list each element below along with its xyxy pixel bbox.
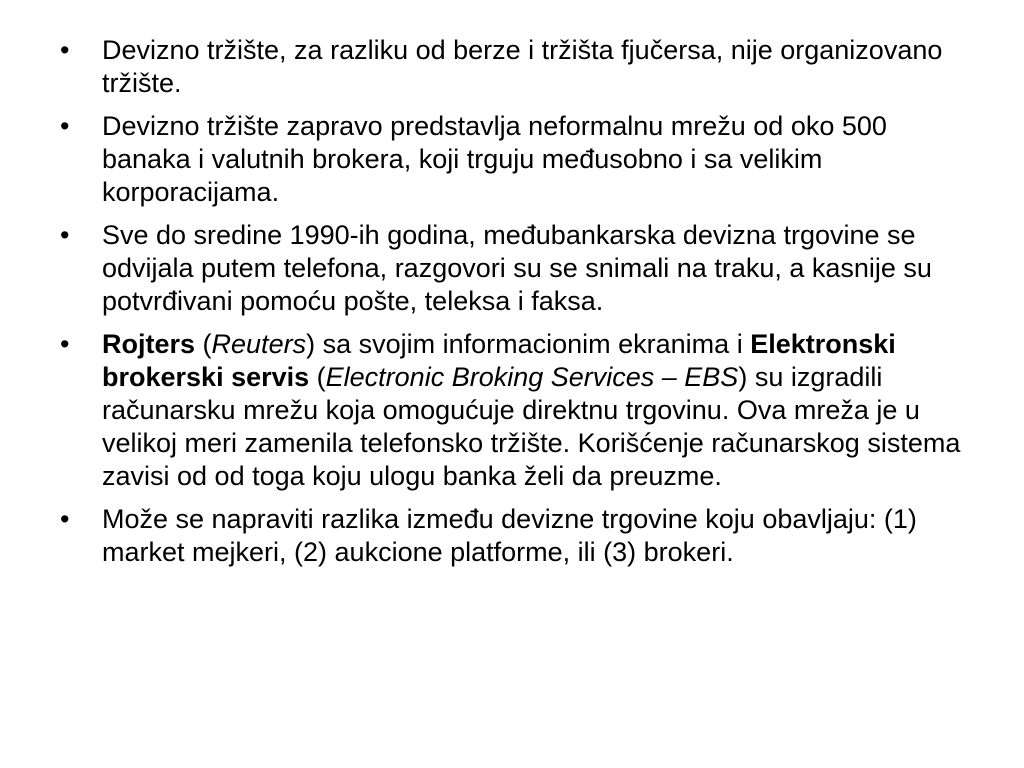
bullet-list (60, 34, 965, 579)
bullet-item-1 (60, 34, 965, 100)
ebs-bold: Elektronski brokerski servis (102, 329, 896, 392)
bullet-item-2 (60, 110, 965, 209)
bullet-item-4 (60, 328, 965, 493)
bullet-text: Devizno tržište, za razliku od berze i tržišta fjučersa, nije organizovano tržište. (102, 35, 943, 98)
text-segment: ) su izgradili računarsku mrežu koja omogućuje direktnu trgovinu. Ova mreža je u velikoj meri zamenila telefonsko tržište. Korišćenje računarskog sistema zavisi od od toga koju ulogu banka želi da preuzme. (102, 362, 961, 491)
text-segment: ( (195, 329, 212, 359)
text-segment: ) sa svojim informacionim ekranima i (306, 329, 751, 359)
bullet-icon: • (60, 111, 70, 141)
bullet-text: Može se napraviti razlika između devizne trgovine koju obavljaju: (1) market mejkeri, (2) aukcione platforme, ili (3) brokeri. (102, 504, 917, 567)
bullet-text: Sve do sredine 1990-ih godina, međubankarska devizna trgovine se odvijala putem telefona, razgovori su se snimali na traku, a kasnije su potvrđivani pomoću pošte, teleksa i faksa. (102, 220, 932, 316)
reuters-italic: Reuters (211, 329, 307, 359)
bullet-icon: • (60, 504, 70, 534)
bullet-text: Devizno tržište zapravo predstavlja neformalnu mrežu od oko 500 banaka i valutnih brokera, koji trguju međusobno i sa velikim korporacijama. (102, 111, 887, 207)
text-segment: ( (309, 362, 326, 392)
bullet-icon: • (60, 35, 70, 65)
bullet-item-5 (60, 503, 965, 569)
bullet-text (102, 329, 960, 491)
rojters-bold: Rojters (102, 329, 196, 359)
ebs-italic: Electronic Broking Services – EBS (325, 362, 739, 392)
bullet-item-3 (60, 219, 965, 318)
bullet-icon: • (60, 220, 70, 250)
bullet-icon: • (60, 329, 70, 359)
